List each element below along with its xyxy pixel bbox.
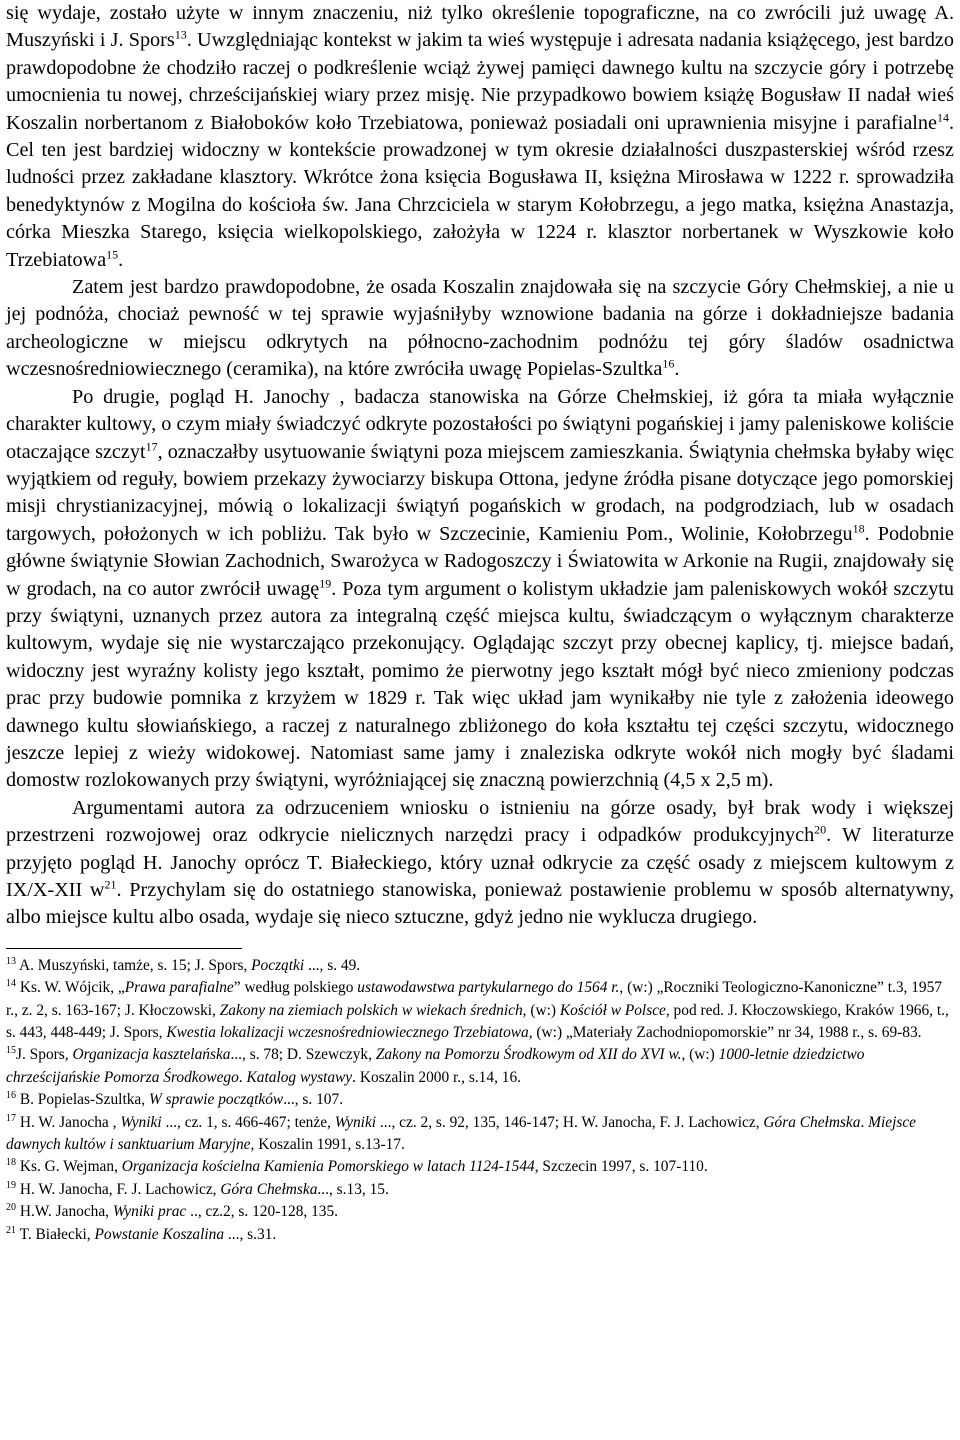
text-run: .	[238, 1068, 247, 1086]
italic-text: Wyniki prac	[112, 1203, 187, 1221]
italic-text: Początki	[251, 956, 305, 974]
footnote-ref: 14	[936, 109, 949, 124]
text-run: A. Muszyński, tamże, s. 15; J. Spors,	[16, 956, 252, 974]
text-run: H. W. Janocha, F. J. Lachowicz,	[16, 1180, 221, 1198]
footnote	[6, 1201, 954, 1223]
text-run: ..., cz. 1, s. 466-467; tenże,	[161, 1113, 335, 1131]
footnote-ref: 15	[106, 246, 119, 261]
text-run: Ks. G. Wejman,	[16, 1158, 122, 1176]
footnotes	[6, 955, 954, 1246]
footnote-ref: 20	[6, 1202, 16, 1214]
italic-text: Prawa parafialne	[124, 979, 234, 997]
italic-text: Wyniki	[120, 1113, 162, 1131]
footnote	[6, 1112, 954, 1157]
italic-text: Wyniki	[334, 1113, 377, 1131]
text-run: ..., s. 107.	[283, 1091, 344, 1109]
text-run: . W literaturze przyjęto pogląd H. Janochy oprócz T. Białeckiego, który uznał odkrycie za część osady z miejscem kultowym z IX/X-XII w	[6, 824, 955, 901]
italic-text: ustawodawstwa partykularnego do 1564 r.	[357, 979, 620, 997]
paragraph	[6, 274, 954, 384]
italic-text: Organizacja kasztelańska	[72, 1046, 231, 1064]
text-run: , (w:) „Materiały Zachodniopomorskie” nr 34, 1988 r., s. 69-83.	[528, 1024, 922, 1042]
text-run: .	[674, 358, 680, 381]
footnote-ref: 17	[145, 438, 158, 453]
italic-text: Kościół w Polsce	[559, 1001, 666, 1019]
footnote-ref: 13	[6, 955, 16, 967]
text-run: , (w:) „Roczniki Teologiczno-Kanoniczne” t.3, 1957 r., z. 2, s. 163-167; J. Kłoczowski,	[6, 979, 942, 1019]
italic-text: Zakony na Pomorzu Środkowym od XII do XVI w.	[375, 1046, 682, 1064]
footnote-ref: 13	[174, 27, 187, 42]
italic-text: W sprawie początków	[148, 1091, 284, 1109]
document-page	[6, 0, 954, 1246]
footnote	[6, 1089, 954, 1111]
footnote-ref: 18	[6, 1157, 16, 1169]
text-run: ” według polskiego	[233, 979, 358, 997]
footnote-ref: 21	[6, 1224, 16, 1236]
text-run: H.W. Janocha,	[16, 1203, 113, 1221]
text-run: .., cz.2, s. 120-128, 135.	[186, 1203, 339, 1221]
text-run: H. W. Janocha ,	[16, 1113, 121, 1131]
text-run: , (w:)	[522, 1001, 560, 1019]
text-run: . Poza tym argument o kolistym układzie jam paleniskowych wokół szczytu przy świątyni, uznanych przez autora za integralną część miejsca kultu, świadczącym o wyłącznym charakterze kultowym, wydaje się nie wystarczająco przekonujący. Oglądając szczyt przy obecnej kaplicy, tj. miejsce badań, widoczny jest wyraźny kolisty jego kształt, pomimo że pierwotny jego kształt mógł być nieco zmieniony podczas prac przy budowie pomnika z krzyżem w 1829 r. Tak więc układ jam wynikałby nie tyle z założenia ideowego dawnego kultu słowiańskiego, a raczej z naturalnego zbliżonego do koła kształtu tej części szczytu, widocznego jeszcze lepiej z wieży widokowej. Natomiast same jamy i znaleziska odkryte wokół nich mogły być śladami domostw rozlokowanych przy świątyni, wyróżniającej się znaczną powierzchnią (4,5 x 2,5 m).	[6, 577, 955, 792]
text-run: . Uwzględniając kontekst w jakim ta wieś występuje i adresata nadania książęcego, jest bardzo prawdopodobne że chodziło raczej o podkreślenie wciąż żywej pamięci dawnego kultu na szczycie góry i potrzebę umocnienia tu nowej, chrześcijańskiej wiary przez misję. Nie przypadkowo bowiem książę Bogusław II nadał wieś Koszalin norbertanom z Białoboków koło Trzebiatowa, ponieważ posiadali oni uprawnienia misyjne i parafialne	[6, 29, 954, 134]
italic-text: Katalog wystawy	[246, 1068, 353, 1086]
text-run: ..., s.13, 15.	[317, 1180, 389, 1198]
text-run: J. Spors,	[16, 1046, 73, 1064]
text-run: Zatem jest bardzo prawdopodobne, że osada Koszalin znajdowała się na szczycie Góry Chełmskiej, a nie u jej podnóża, chociaż pewność w tej sprawie wyjaśniłyby wznowione badania na górze i dokładniejsze badania archeologiczne w miejscu odkrytych na północno-zachodnim podnóżu tej góry śladów osadnictwa wczesnośredniowiecznego (ceramika), na które zwróciła uwagę Popielas-Szultka	[6, 276, 954, 381]
text-run: , pod red. J. Kłoczowskiego, Kraków 1966, t., s. 443, 448-449; J. Spors,	[6, 1001, 949, 1042]
paragraph	[6, 384, 954, 795]
footnote-ref: 18	[852, 520, 865, 535]
text-run: , Szczecin 1997, s. 107-110.	[534, 1158, 708, 1176]
text-run: .	[860, 1113, 869, 1131]
footnote-ref: 14	[6, 978, 16, 990]
footnote-ref: 17	[6, 1112, 16, 1124]
italic-text: Kwestia lokalizacji wczesnośredniowiecznego Trzebiatowa	[166, 1024, 529, 1042]
italic-text: 1000-letnie dziedzictwo chrześcijańskie Pomorza Środkowego	[6, 1046, 865, 1086]
footnote-ref: 15	[6, 1045, 16, 1057]
footnote-separator	[6, 948, 242, 949]
main-text	[6, 0, 954, 932]
italic-text: Góra Chełmska	[220, 1180, 318, 1198]
text-run: B. Popielas-Szultka,	[16, 1091, 149, 1109]
italic-text: Miejsce dawnych kultów i sanktuarium Maryjne	[6, 1113, 917, 1154]
paragraph	[6, 795, 954, 932]
footnote-ref: 19	[319, 575, 332, 590]
text-run: ..., s. 49.	[304, 956, 361, 974]
text-run: . Koszalin 2000 r., s.14, 16.	[352, 1068, 522, 1086]
text-run: ..., s.31.	[224, 1225, 277, 1243]
text-run: ..., cz. 2, s. 92, 135, 146-147; H. W. Janocha, F. J. Lachowicz,	[376, 1113, 764, 1131]
italic-text: Góra Chełmska	[763, 1113, 861, 1131]
text-run: . Przychylam się do ostatniego stanowiska, ponieważ postawienie problemu w sposób alternatywny, albo miejsce kultu albo osada, wydaje się nieco sztuczne, gdyż jedno nie wyklucza drugiego.	[6, 879, 954, 929]
footnote-ref: 19	[6, 1179, 16, 1191]
footnote-ref: 16	[662, 356, 675, 371]
footnote	[6, 1156, 954, 1178]
text-run: Po drugie, pogląd H. Janochy , badacza stanowiska na Górze Chełmskiej, iż góra ta miała wyłącznie charakter kultowy, o czym miały świadczyć odkryte pozostałości po świątyni pogańskiej i jamy paleniskowe koliście otaczające szczyt	[6, 385, 954, 463]
footnote	[6, 1179, 954, 1201]
footnote-ref: 16	[6, 1090, 16, 1102]
italic-text: Powstanie Koszalina	[94, 1225, 225, 1243]
footnote-ref: 21	[104, 877, 117, 892]
text-run: , (w:)	[681, 1046, 719, 1064]
text-run: się wydaje, zostało użyte w innym znaczeniu, niż tylko określenie topograficzne, na co zwrócili już uwagę A. Muszyński i J. Spors	[6, 2, 954, 52]
text-run: Argumentami autora za odrzuceniem wniosku o istnieniu na górze osady, był brak wody i większej przestrzeni rozwojowej oraz odkrycie nielicznych narzędzi pracy i odpadków produkcyjnych	[6, 796, 954, 847]
text-run: T. Białecki,	[16, 1225, 95, 1243]
footnote	[6, 955, 954, 977]
text-run: ..., s. 78; D. Szewczyk,	[230, 1046, 376, 1064]
text-run: . Podobnie główne świątynie Słowian Zachodnich, Swarożyca w Radogoszczy i Światowita w Arkonie na Rugii, znajdowały się w grodach, na co autor zwrócił uwagę	[6, 522, 954, 600]
footnote	[6, 1044, 954, 1089]
text-run: . Cel ten jest bardziej widoczny w kontekście prowadzonej w tym okresie działalności duszpasterskiej wśród rzesz ludności przez zakładane klasztory. Wkrótce żona księcia Bogusława II, księżna Mirosława w 1222 r. sprowadziła benedyktynów z Mogilna do kościoła św. Jana Chrzciciela w starym Kołobrzegu, a jego matka, księżna Anastazja, córka Mieszka Starego, księcia wielkopolskiego, założyła w 1224 r. klasztor norbertanek w Wyszkowie koło Trzebiatowa	[6, 111, 954, 271]
italic-text: Organizacja kościelna Kamienia Pomorskiego w latach 1124-1544	[121, 1158, 535, 1176]
footnote-ref: 20	[814, 822, 827, 837]
text-run: , Koszalin 1991, s.13-17.	[250, 1136, 405, 1154]
text-run: Ks. W. Wójcik, „	[16, 979, 125, 997]
italic-text: Zakony na ziemiach polskich w wiekach średnich	[219, 1001, 523, 1019]
text-run: , oznaczałby usytuowanie świątyni poza miejscem zamieszkania. Świątynia chełmska byłaby więc wyjątkiem od reguły, bowiem przekazy żywociarzy biskupa Ottona, jedyne źródła pisane dotyczące jego pomorskiej misji chrystianizacyjnej, mówią o lokalizacji świątyń pogańskich w grodach, na podgrodziach, lub w osadach targowych, położonych w ich pobliżu. Tak było w Szczecinie, Kamieniu Pom., Wolinie, Kołobrzegu	[6, 440, 954, 545]
text-run: .	[118, 248, 124, 271]
footnote	[6, 977, 954, 1044]
footnote	[6, 1224, 954, 1246]
paragraph	[6, 0, 954, 274]
